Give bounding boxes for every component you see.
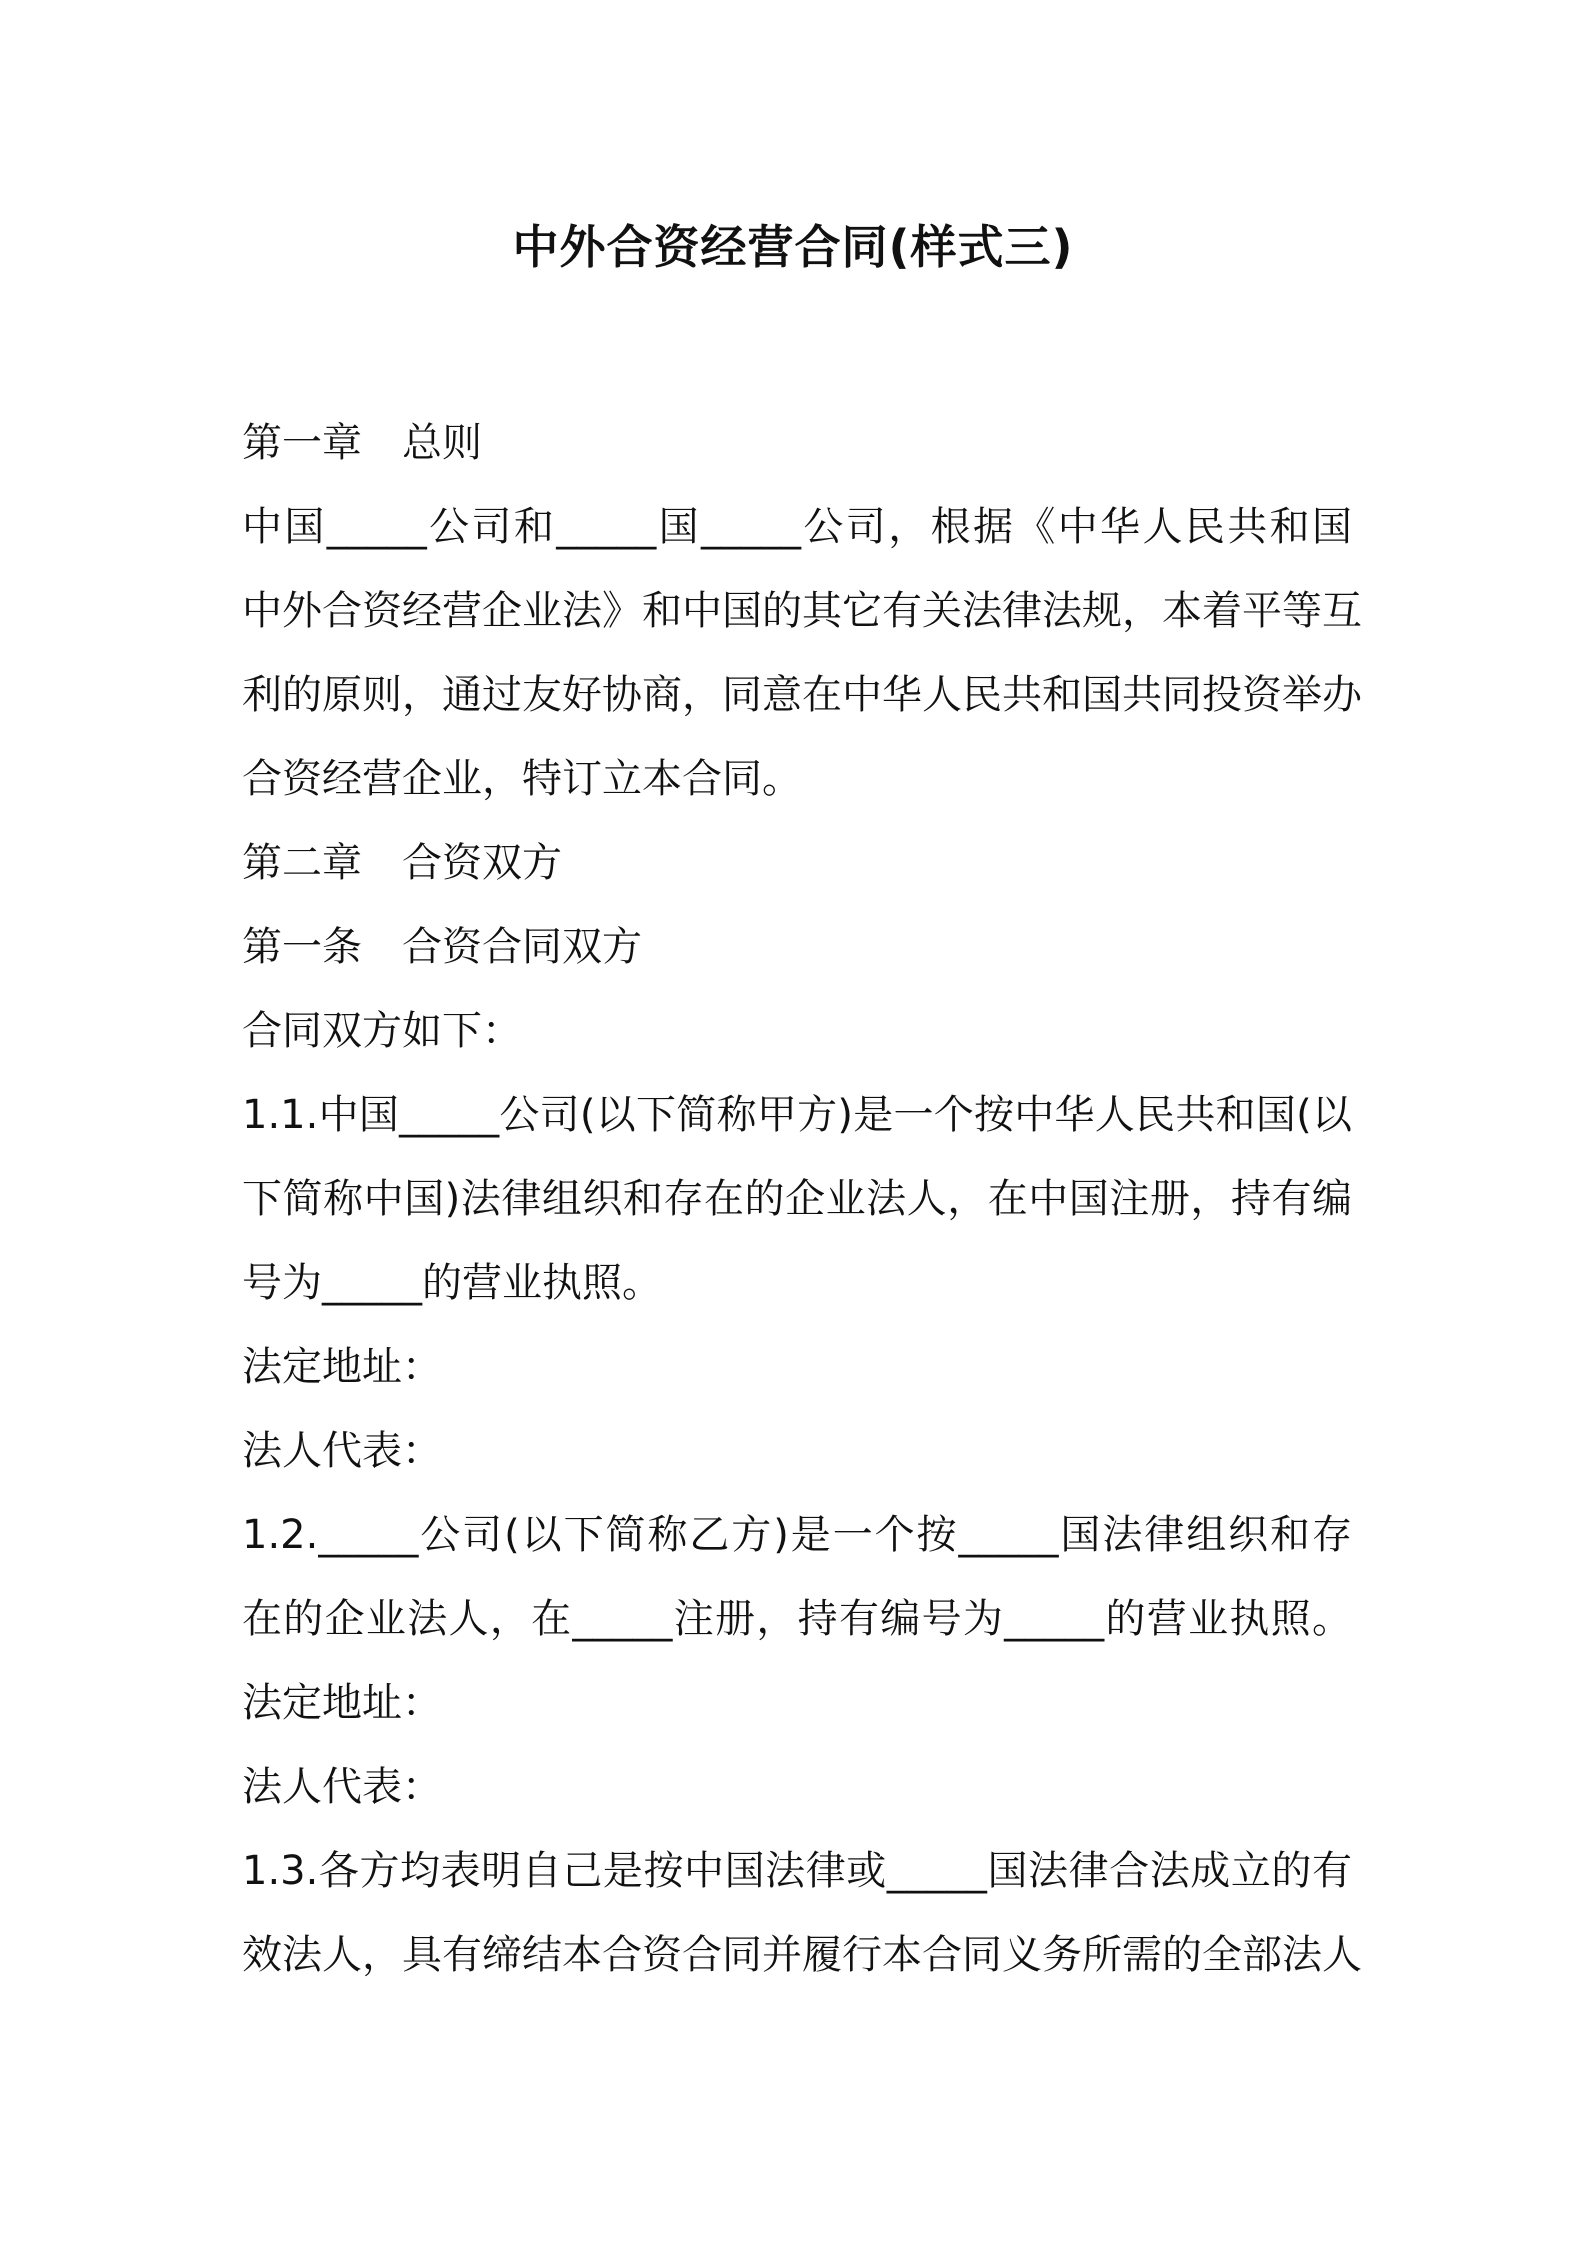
paragraph-line: 中国_____公司和_____国_____公司，根据《中华人民共和国	[242, 504, 1352, 550]
clause-line: 号为_____的营业执照。	[242, 1260, 662, 1306]
field-label: 法定地址：	[242, 1680, 442, 1726]
document-body	[242, 401, 1362, 1997]
field-label: 法定地址：	[242, 1344, 442, 1390]
document-title: 中外合资经营合同(样式三)	[512, 220, 1074, 274]
paragraph-line: 利的原则，通过友好协商，同意在中华人民共和国共同投资举办	[242, 672, 1362, 718]
clause-line: 在的企业法人，在_____注册，持有编号为_____的营业执照。	[242, 1596, 1352, 1642]
paragraph-line: 中外合资经营企业法》和中国的其它有关法律法规，本着平等互	[242, 588, 1362, 634]
chapter-heading: 第二章 合资双方	[242, 840, 562, 886]
chapter-heading: 第一章 总则	[242, 420, 482, 466]
clause-line: 下简称中国)法律组织和存在的企业法人，在中国注册，持有编	[242, 1176, 1352, 1222]
paragraph-line: 合同双方如下：	[242, 1008, 522, 1054]
clause-line: 效法人，具有缔结本合资合同并履行本合同义务所需的全部法人	[242, 1932, 1362, 1978]
clause-line: 1.3.各方均表明自己是按中国法律或_____国法律合法成立的有	[242, 1848, 1352, 1894]
field-label: 法人代表：	[242, 1764, 442, 1810]
article-heading: 第一条 合资合同双方	[242, 924, 642, 970]
clause-line: 1.1.中国_____公司(以下简称甲方)是一个按中华人民共和国(以	[242, 1092, 1352, 1138]
paragraph-line: 合资经营企业，特订立本合同。	[242, 756, 802, 802]
clause-line: 1.2._____公司(以下简称乙方)是一个按_____国法律组织和存	[242, 1512, 1352, 1558]
field-label: 法人代表：	[242, 1428, 442, 1474]
